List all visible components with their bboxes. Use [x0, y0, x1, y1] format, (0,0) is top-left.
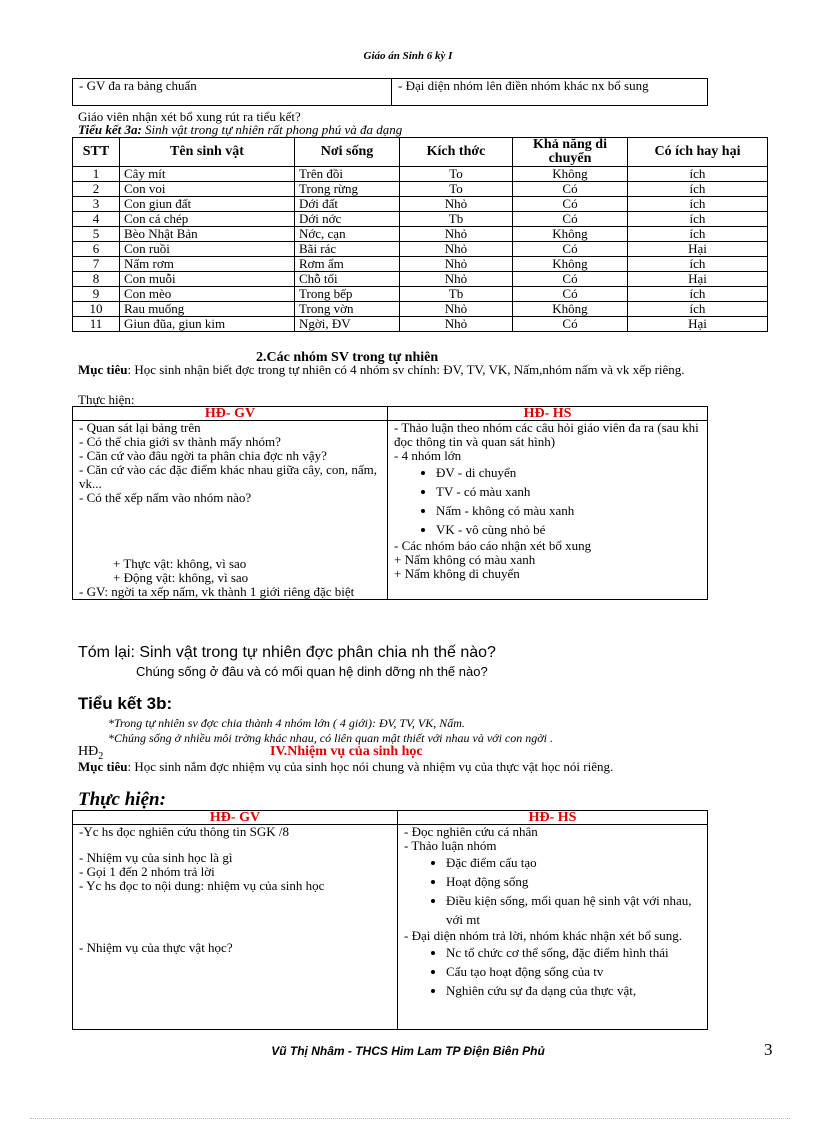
summary-3a	[78, 123, 402, 136]
table-cell: 8	[73, 272, 120, 287]
table-cell: Bèo Nhật Bản	[120, 227, 295, 242]
top-table-right: - Đại diện nhóm lên điền nhóm khác nx bổ sung	[392, 79, 708, 106]
table-cell: 5	[73, 227, 120, 242]
col-header: Khả năng di chuyển	[513, 138, 628, 167]
section-2-impl: Thực hiện:	[78, 392, 135, 407]
table-cell: Hại	[628, 317, 768, 332]
table-cell: ích	[628, 302, 768, 317]
teacher-comment: Giáo viên nhận xét bổ xung rút ra tiểu kết?	[78, 109, 301, 124]
table-cell: 7	[73, 257, 120, 272]
bullet-item: • Nghiên cứu sự đa dạng của thực vật,	[446, 981, 701, 1000]
species-table	[72, 137, 768, 332]
summary-3b-lines	[108, 716, 553, 746]
gv-header: HĐ- GV	[73, 811, 398, 825]
text-line: - Thảo luận theo nhóm các câu hỏi giáo viên đa ra (sau khi đọc thông tin và quan sát hình)	[394, 420, 699, 449]
bullet-item: • Đặc điểm cấu tạo	[446, 853, 701, 872]
section-4-title: IV.Nhiệm vụ của sinh học	[270, 744, 423, 759]
table-cell: Không	[513, 227, 628, 242]
text-line: - 4 nhóm lớn	[394, 448, 462, 463]
hs-lines	[394, 421, 701, 463]
bullet-item: • Nc tổ chức cơ thể sống, đặc điểm hình thái	[446, 943, 701, 962]
table-cell: Nớc, cạn	[295, 227, 400, 242]
hs-bullets-2	[404, 943, 701, 1000]
page-bottom-divider	[30, 1118, 790, 1119]
table-cell: Không	[513, 302, 628, 317]
bullet-item: • Nấm - không có màu xanh	[436, 501, 701, 520]
table-cell: Trên đồi	[295, 167, 400, 182]
table-cell: Không	[513, 167, 628, 182]
bullet-item: • Cấu tạo hoạt động sống của tv	[446, 962, 701, 981]
gv-header: HĐ- GV	[73, 407, 388, 421]
table-cell: Nhỏ	[400, 272, 513, 287]
text-line: - Nhiệm vụ của sinh học là gì	[79, 850, 233, 865]
hs-mid: - Đại diện nhóm trả lời, nhóm khác nhận xét bổ sung.	[404, 928, 683, 943]
gv-last: - GV: ngời ta xếp nấm, vk thành 1 giới riêng đặc biệt	[79, 584, 355, 599]
table-cell: 10	[73, 302, 120, 317]
text-line: - Yc hs đọc to nội dung: nhiệm vụ của sinh học	[79, 878, 325, 893]
table-cell: ích	[628, 257, 768, 272]
summary-3a-text: Sinh vật trong tự nhiên rất phong phú và đa dạng	[141, 122, 403, 137]
table-row	[73, 227, 768, 242]
text-line: - Có thể xếp nấm vào nhóm nào?	[79, 490, 252, 505]
table-cell: Có	[513, 272, 628, 287]
summary-3a-label: Tiểu kết 3a:	[78, 122, 142, 137]
hs-after	[394, 539, 701, 581]
table-cell: Dới nớc	[295, 212, 400, 227]
gv-bottom	[79, 557, 381, 599]
table-cell: Dới đất	[295, 197, 400, 212]
table-cell: ích	[628, 182, 768, 197]
species-header-row	[73, 138, 768, 167]
table-cell: To	[400, 182, 513, 197]
col-header: STT	[73, 138, 120, 167]
table-cell: 9	[73, 287, 120, 302]
conclusion-q1: Tóm lại: Sinh vật trong tự nhiên đợc phân chia nh thế nào?	[78, 644, 496, 661]
top-table-left: - GV đa ra bảng chuẩn	[73, 79, 392, 106]
text-line: + Nấm không di chuyển	[394, 566, 520, 581]
text-line: - Quan sát lại bảng trên	[79, 420, 201, 435]
text-line: - Căn cứ vào đâu ngời ta phân chia đợc nh vậy?	[79, 448, 327, 463]
table-cell: Chỗ tối	[295, 272, 400, 287]
table-cell: Hại	[628, 272, 768, 287]
table-cell: Bãi rác	[295, 242, 400, 257]
hd2-text: HĐ	[78, 744, 99, 759]
hs-header: HĐ- HS	[398, 811, 708, 825]
bullet-item: • TV - có màu xanh	[436, 482, 701, 501]
table-cell: Con cá chép	[120, 212, 295, 227]
table-cell: Nấm rơm	[120, 257, 295, 272]
table-row	[73, 242, 768, 257]
table-cell: Con mèo	[120, 287, 295, 302]
table-row	[73, 197, 768, 212]
text-line: - Các nhóm báo cáo nhận xét bổ xung	[394, 538, 592, 553]
table-cell: Nhỏ	[400, 302, 513, 317]
table-row	[73, 257, 768, 272]
text-line: - Nhiệm vụ của thực vật học?	[79, 940, 233, 955]
text-line: -Yc hs đọc nghiên cứu thông tin SGK /8	[79, 824, 289, 839]
gv-column	[73, 421, 388, 600]
table-cell: Cây mít	[120, 167, 295, 182]
activity-table-2	[72, 810, 708, 1030]
text-line: - Căn cứ vào các đặc điểm khác nhau giữa cây, con, nấm, vk...	[79, 462, 378, 491]
section-4-goal	[78, 760, 773, 774]
gv-lines-b	[79, 851, 391, 893]
section-2-goal	[78, 363, 773, 377]
table-cell: 6	[73, 242, 120, 257]
section-4-impl: Thực hiện:	[78, 789, 166, 810]
col-header: Có ích hay hại	[628, 138, 768, 167]
text-line: - Có thể chia giới sv thành mấy nhóm?	[79, 434, 281, 449]
table-cell: Trong bếp	[295, 287, 400, 302]
page-number: 3	[764, 1040, 773, 1059]
table-cell: Tb	[400, 287, 513, 302]
table-cell: Giun đũa, giun kim	[120, 317, 295, 332]
table-cell: ích	[628, 197, 768, 212]
hs-bullets	[404, 853, 701, 929]
table-cell: Trong rừng	[295, 182, 400, 197]
text-line: - Gọi 1 đến 2 nhóm trả lời	[79, 864, 215, 879]
gv-lines-a	[79, 825, 391, 839]
bullet-item: • Hoạt động sống	[446, 872, 701, 891]
table-cell: Nhỏ	[400, 317, 513, 332]
text-line: - Đọc nghiên cứu cá nhân	[404, 824, 538, 839]
table-cell: Hại	[628, 242, 768, 257]
gv-sub-lines	[79, 557, 381, 585]
table-cell: 11	[73, 317, 120, 332]
activity-table-1	[72, 406, 708, 600]
table-cell: Có	[513, 182, 628, 197]
text-line: *Trong tự nhiên sv đợc chia thành 4 nhóm lớn ( 4 giới): ĐV, TV, VK, Nấm.	[108, 716, 465, 730]
table-cell: ích	[628, 287, 768, 302]
table-cell: 3	[73, 197, 120, 212]
table-cell: 2	[73, 182, 120, 197]
hs-lines	[404, 825, 701, 853]
table-cell: Nhỏ	[400, 242, 513, 257]
table-cell: Rau muống	[120, 302, 295, 317]
text-line: + Thực vật: không, vì sao	[113, 556, 247, 571]
page-header: Giáo án Sinh 6 kỳ I	[363, 50, 453, 62]
hs-bullets	[394, 463, 701, 539]
section-2-goal-text: : Học sinh nhận biết đợc trong tự nhiên có 4 nhóm sv chính: ĐV, TV, VK, Nấm,nhóm nấm và vk xếp riêng.	[127, 362, 685, 377]
table-cell: Con voi	[120, 182, 295, 197]
bullet-item: • ĐV - di chuyển	[436, 463, 701, 482]
text-line: *Chúng sống ở nhiều môi trờng khác nhau, có liên quan mật thiết với nhau và với con ngời .	[108, 731, 553, 745]
table-cell: ích	[628, 167, 768, 182]
page-footer: Vũ Thị Nhâm - THCS Him Lam TP Điện Biên Phủ	[271, 1044, 545, 1058]
bullet-item: • VK - vô cùng nhỏ bé	[436, 520, 701, 539]
section-4-goal-label: Mục tiêu	[78, 759, 128, 774]
table-row	[73, 167, 768, 182]
bullet-item: • Điều kiện sống, mối quan hệ sinh vật với nhau, với mt	[446, 891, 701, 929]
conclusion-q2: Chúng sống ở đâu và có mối quan hệ dinh dỡng nh thế nào?	[136, 664, 488, 679]
table-cell: Con muỗi	[120, 272, 295, 287]
table-row	[73, 272, 768, 287]
table-cell: Con ruồi	[120, 242, 295, 257]
table-row	[73, 302, 768, 317]
table-row	[73, 317, 768, 332]
table-cell: Có	[513, 317, 628, 332]
text-line: + Nấm không có màu xanh	[394, 552, 536, 567]
gv-lines-c	[79, 941, 391, 955]
section-4-goal-text: : Học sinh nắm đợc nhiệm vụ của sinh học nói chung và nhiệm vụ của thực vật học nói riêng.	[127, 759, 614, 774]
table-cell: Tb	[400, 212, 513, 227]
table-cell: Có	[513, 197, 628, 212]
table-cell: 4	[73, 212, 120, 227]
table-cell: Ngời, ĐV	[295, 317, 400, 332]
table-cell: Nhỏ	[400, 257, 513, 272]
gv-column	[73, 825, 398, 1030]
table-cell: Nhỏ	[400, 197, 513, 212]
table-row	[73, 212, 768, 227]
table-cell: Rơm ẩm	[295, 257, 400, 272]
table-cell: ích	[628, 212, 768, 227]
species-body	[73, 167, 768, 332]
text-line: - Thảo luận nhóm	[404, 838, 497, 853]
hs-column	[398, 825, 708, 1030]
hd2-sub: 2	[98, 750, 104, 762]
table-cell: To	[400, 167, 513, 182]
text-line: + Động vật: không, vì sao	[113, 570, 249, 585]
gv-lines	[79, 421, 381, 505]
table-cell: Có	[513, 212, 628, 227]
hs-column	[388, 421, 708, 600]
section-2-title: 2.Các nhóm SV trong tự nhiên	[256, 350, 439, 365]
col-header: Kích thớc	[400, 138, 513, 167]
top-table	[72, 78, 708, 106]
table-row	[73, 182, 768, 197]
table-cell: Con giun đất	[120, 197, 295, 212]
hs-header: HĐ- HS	[388, 407, 708, 421]
table-cell: Có	[513, 242, 628, 257]
table-cell: 1	[73, 167, 120, 182]
table-cell: Không	[513, 257, 628, 272]
table-cell: ích	[628, 227, 768, 242]
col-header: Tên sinh vật	[120, 138, 295, 167]
section-2-goal-label: Mục tiêu	[78, 362, 128, 377]
table-cell: Nhỏ	[400, 227, 513, 242]
table-cell: Có	[513, 287, 628, 302]
col-header: Nơi sống	[295, 138, 400, 167]
table-cell: Trong vờn	[295, 302, 400, 317]
table-row	[73, 287, 768, 302]
summary-3b-title: Tiểu kết 3b:	[78, 694, 173, 713]
